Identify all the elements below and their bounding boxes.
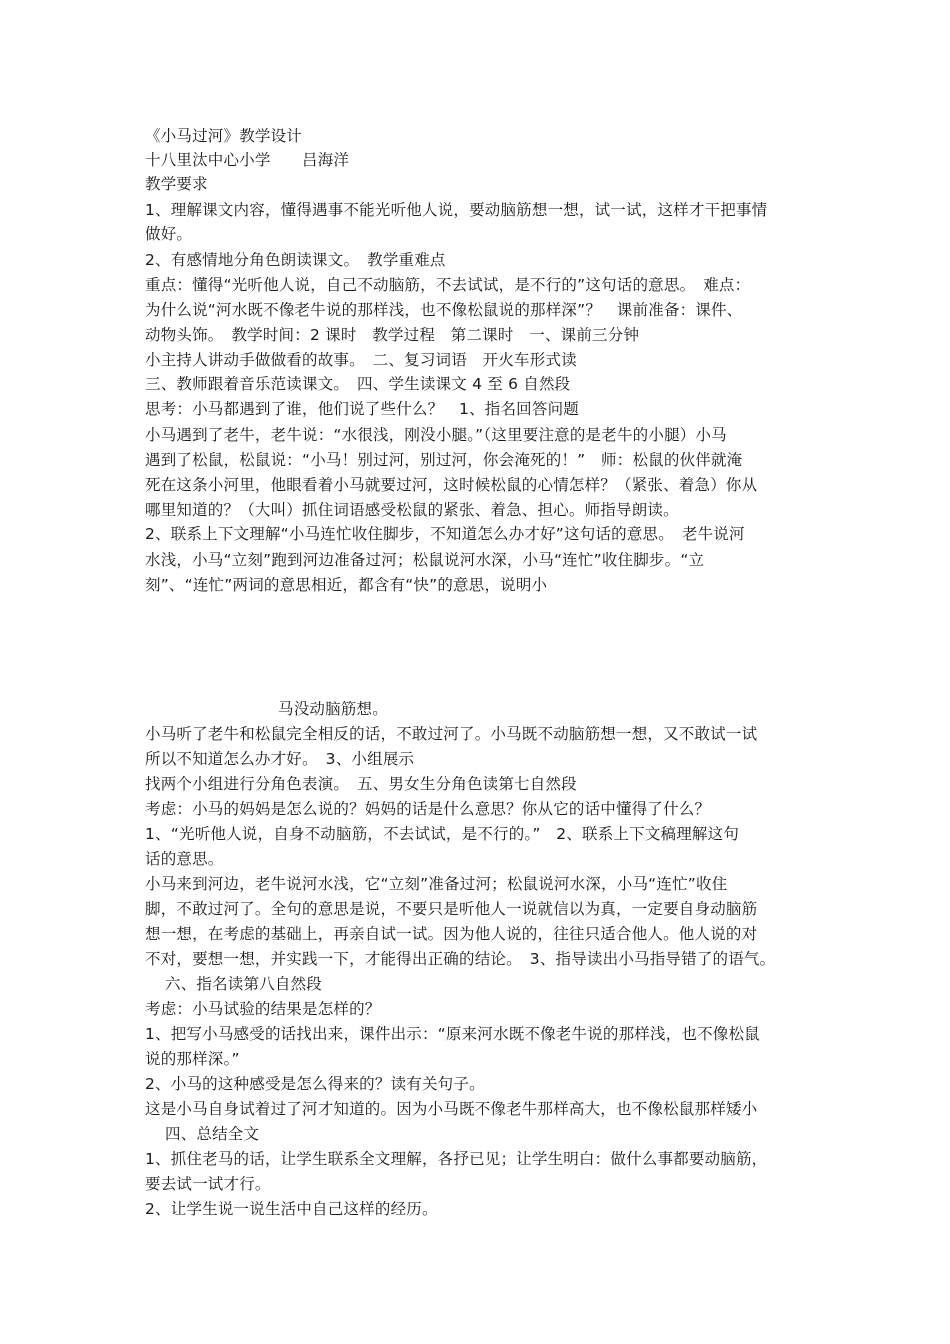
- text-line: 死在这条小河里，他眼看着小马就要过河，这时候松鼠的心情怎样？（紧张、着急）你从: [145, 476, 758, 494]
- text-line: 水浅，小马“立刻”跑到河边准备过河；松鼠说河水深，小马“连忙”收住脚步。“立: [145, 551, 705, 569]
- text-line: 重点：懂得“光听他人说，自己不动脑筋，不去试试，是不行的”这句话的意思。 难点：: [145, 276, 751, 294]
- text-line: 2、让学生说一说生活中自己这样的经历。: [145, 1200, 438, 1218]
- text-line: 考虑：小马试验的结果是怎样的？: [145, 1000, 381, 1018]
- text-line: 想一想，在考虑的基础上，再亲自试一试。因为他人说的，往往只适合他人。他人说的对: [145, 925, 758, 943]
- text-line: 脚，不敢过河了。全句的意思是说，不要只是听他人一说就信以为真，一定要自身动脑筋: [145, 900, 758, 918]
- text-line: 小马遇到了老牛，老牛说：“水很浅，刚没小腿。”（这里要注意的是老牛的小腿）小马: [145, 426, 727, 444]
- text-line: 哪里知道的？（大叫）抓住词语感受松鼠的紧张、着急、担心。师指导朗读。: [145, 501, 679, 519]
- text-line: 2、联系上下文理解“小马连忙收住脚步，不知道怎么办才好”这句话的意思。 老牛说河: [145, 525, 745, 543]
- text-line: 1、理解课文内容，懂得遇事不能光听他人说，要动脑筋想一想，试一试，这样才干把事情: [145, 201, 768, 219]
- text-line: 小马听了老牛和松鼠完全相反的话，不敢过河了。小马既不动脑筋想一想，又不敢试一试: [145, 725, 758, 743]
- text-line: 这是小马自身试着过了河才知道的。因为小马既不像老牛那样高大，也不像松鼠那样矮小: [145, 1100, 758, 1118]
- text-line: 做好。: [145, 225, 193, 243]
- text-line: 小主持人讲动手做做看的故事。 二、复习词语 开火车形式读: [145, 351, 577, 369]
- text-line: 马没动脑筋想。: [278, 700, 388, 718]
- text-line: 话的意思。: [145, 850, 224, 868]
- text-line: 2、有感情地分角色朗读课文。 教学重难点: [145, 251, 446, 269]
- section-heading: 教学要求: [145, 175, 208, 193]
- document-title: 《小马过河》教学设计: [145, 127, 303, 145]
- text-line: 为什么说“河水既不像老牛说的那样浅，也不像松鼠说的那样深”？ 课前准备：课件、: [145, 301, 743, 319]
- text-line: 1、把写小马感受的话找出来，课件出示：“原来河水既不像老牛说的那样浅，也不像松鼠: [145, 1025, 760, 1043]
- text-line: 动物头饰。 教学时间：2 课时 教学过程 第二课时 一、课前三分钟: [145, 326, 640, 344]
- text-line: 不对，要想一想，并实践一下，才能得出正确的结论。 3、指导读出小马指导错了的语气。: [145, 950, 776, 968]
- text-line: 1、抓住老马的话，让学生联系全文理解，各抒已见；让学生明白：做什么事都要动脑筋，: [145, 1150, 768, 1168]
- text-line: 刻”、“连忙”两词的意思相近，都含有“快”的意思，说明小: [145, 576, 548, 594]
- text-line: 2、小马的这种感受是怎么得来的？读有关句子。: [145, 1075, 485, 1093]
- author-line: 十八里汰中心小学 吕海洋: [145, 151, 350, 169]
- text-line: 考虑：小马的妈妈是怎么说的？妈妈的话是什么意思？你从它的话中懂得了什么？: [145, 800, 711, 818]
- section-heading: 六、指名读第八自然段: [165, 975, 323, 993]
- text-line: 说的那样深。”: [145, 1050, 240, 1068]
- section-heading: 四、总结全文: [165, 1125, 260, 1143]
- text-line: 遇到了松鼠，松鼠说：“小马！别过河，别过河，你会淹死的！” 师：松鼠的伙伴就淹: [145, 451, 743, 469]
- text-line: 要去试一试才行。: [145, 1175, 271, 1193]
- text-line: 三、教师跟着音乐范读课文。 四、学生读课文 4 至 6 自然段: [145, 375, 571, 393]
- text-line: 所以不知道怎么办才好。 3、小组展示: [145, 750, 415, 768]
- text-line: 找两个小组进行分角色表演。 五、男女生分角色读第七自然段: [145, 775, 577, 793]
- text-line: 1、“光听他人说，自身不动脑筋，不去试试，是不行的。” 2、联系上下文稿理解这句: [145, 825, 740, 843]
- text-line: 小马来到河边，老牛说河水浅，它“立刻”准备过河；松鼠说河水深，小马“连忙”收住: [145, 875, 728, 893]
- text-line: 思考：小马都遇到了谁，他们说了些什么？ 1、指名回答问题: [145, 400, 579, 418]
